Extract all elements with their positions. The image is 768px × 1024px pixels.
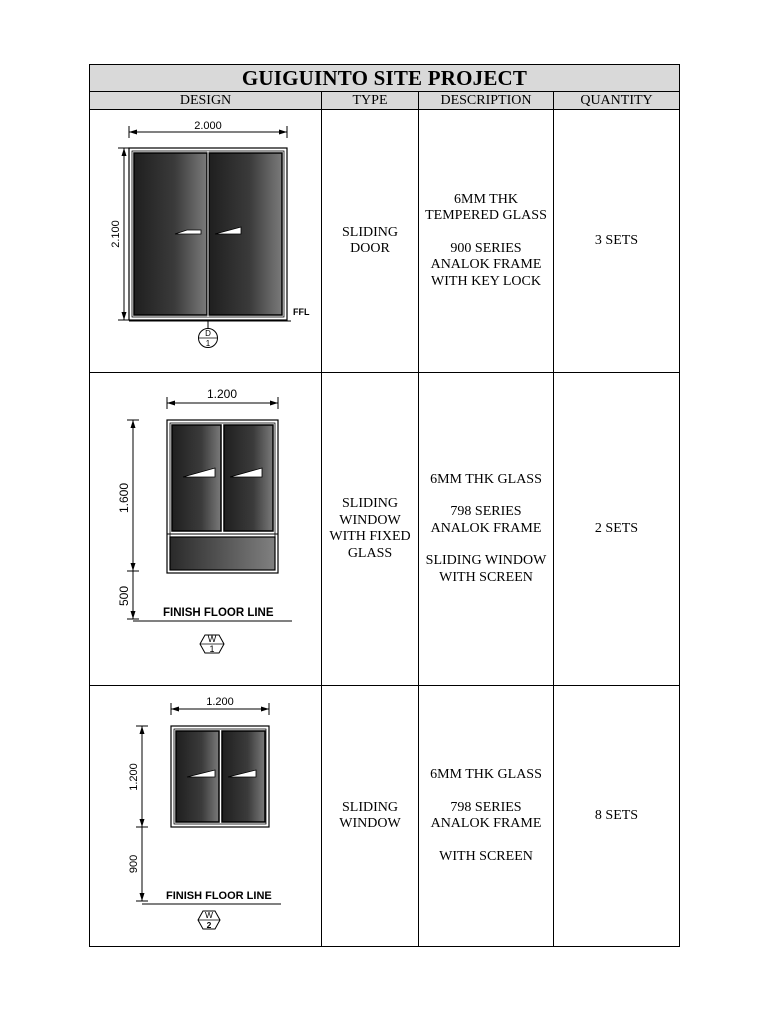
window-tag-icon bbox=[198, 910, 220, 930]
sliding-window-fixed-drawing bbox=[91, 373, 321, 685]
type-cell: SLIDING WINDOW WITH FIXED GLASS bbox=[322, 373, 419, 686]
width-dimension bbox=[129, 120, 287, 138]
fixed-glass-panel bbox=[170, 537, 275, 570]
window-panel-right bbox=[224, 425, 273, 531]
svg-text:W: W bbox=[207, 634, 216, 644]
svg-text:1: 1 bbox=[205, 339, 210, 348]
description-cell: 6MM THK TEMPERED GLASS 900 SERIES ANALOK FRAME WITH KEY LOCK bbox=[419, 110, 554, 373]
window-tag-icon bbox=[200, 634, 224, 654]
design-cell-window-2 bbox=[90, 686, 322, 947]
height-dimension-label: 1.600 bbox=[116, 482, 131, 514]
sill-dimension-label: 900 bbox=[127, 854, 140, 874]
table-row bbox=[90, 110, 680, 373]
height-dimension-label: 1.200 bbox=[127, 763, 140, 791]
table-row bbox=[90, 686, 680, 947]
quantity-cell: 8 SETS bbox=[554, 686, 680, 947]
svg-text:D: D bbox=[204, 329, 211, 338]
door-window-schedule-table bbox=[89, 64, 680, 947]
design-cell-window-1 bbox=[90, 373, 322, 686]
floor-label: FINISH FLOOR LINE bbox=[165, 890, 272, 902]
type-cell: SLIDING DOOR bbox=[322, 110, 419, 373]
description-cell: 6MM THK GLASS 798 SERIES ANALOK FRAME SLIDING WINDOW WITH SCREEN bbox=[419, 373, 554, 686]
door-tag-icon bbox=[198, 321, 217, 348]
project-title: GUIGUINTO SITE PROJECT bbox=[90, 65, 680, 92]
width-dimension-label: 1.200 bbox=[206, 387, 237, 401]
svg-text:W: W bbox=[204, 910, 213, 920]
sill-dimension bbox=[128, 827, 148, 901]
description-cell: 6MM THK GLASS 798 SERIES ANALOK FRAME WITH SCREEN bbox=[419, 686, 554, 947]
design-cell-door bbox=[90, 110, 322, 373]
svg-text:2: 2 bbox=[206, 920, 211, 930]
schedule-sheet bbox=[89, 64, 679, 947]
height-dimension-label: 2.100 bbox=[109, 220, 122, 248]
header-row bbox=[90, 92, 680, 110]
table-row bbox=[90, 373, 680, 686]
height-dimension bbox=[117, 420, 139, 571]
height-dimension bbox=[110, 148, 130, 320]
quantity-cell: 2 SETS bbox=[554, 373, 680, 686]
quantity-cell: 3 SETS bbox=[554, 110, 680, 373]
width-dimension bbox=[171, 696, 269, 715]
header-design: DESIGN bbox=[90, 92, 322, 110]
height-dimension bbox=[128, 726, 148, 827]
sill-dimension bbox=[117, 571, 139, 619]
sill-dimension-label: 500 bbox=[116, 585, 131, 607]
type-cell: SLIDING WINDOW bbox=[322, 686, 419, 947]
header-type: TYPE bbox=[322, 92, 419, 110]
floor-label: FFL bbox=[292, 307, 309, 317]
width-dimension-label: 2.000 bbox=[193, 120, 222, 132]
header-description: DESCRIPTION bbox=[419, 92, 554, 110]
width-dimension bbox=[167, 387, 278, 409]
window-panel-left bbox=[172, 425, 221, 531]
width-dimension-label: 1.200 bbox=[205, 696, 234, 708]
svg-text:1: 1 bbox=[208, 644, 215, 654]
sliding-door-drawing bbox=[91, 110, 321, 372]
header-quantity: QUANTITY bbox=[554, 92, 680, 110]
sliding-window-drawing bbox=[91, 686, 321, 946]
floor-label: FINISH FLOOR LINE bbox=[162, 607, 274, 619]
